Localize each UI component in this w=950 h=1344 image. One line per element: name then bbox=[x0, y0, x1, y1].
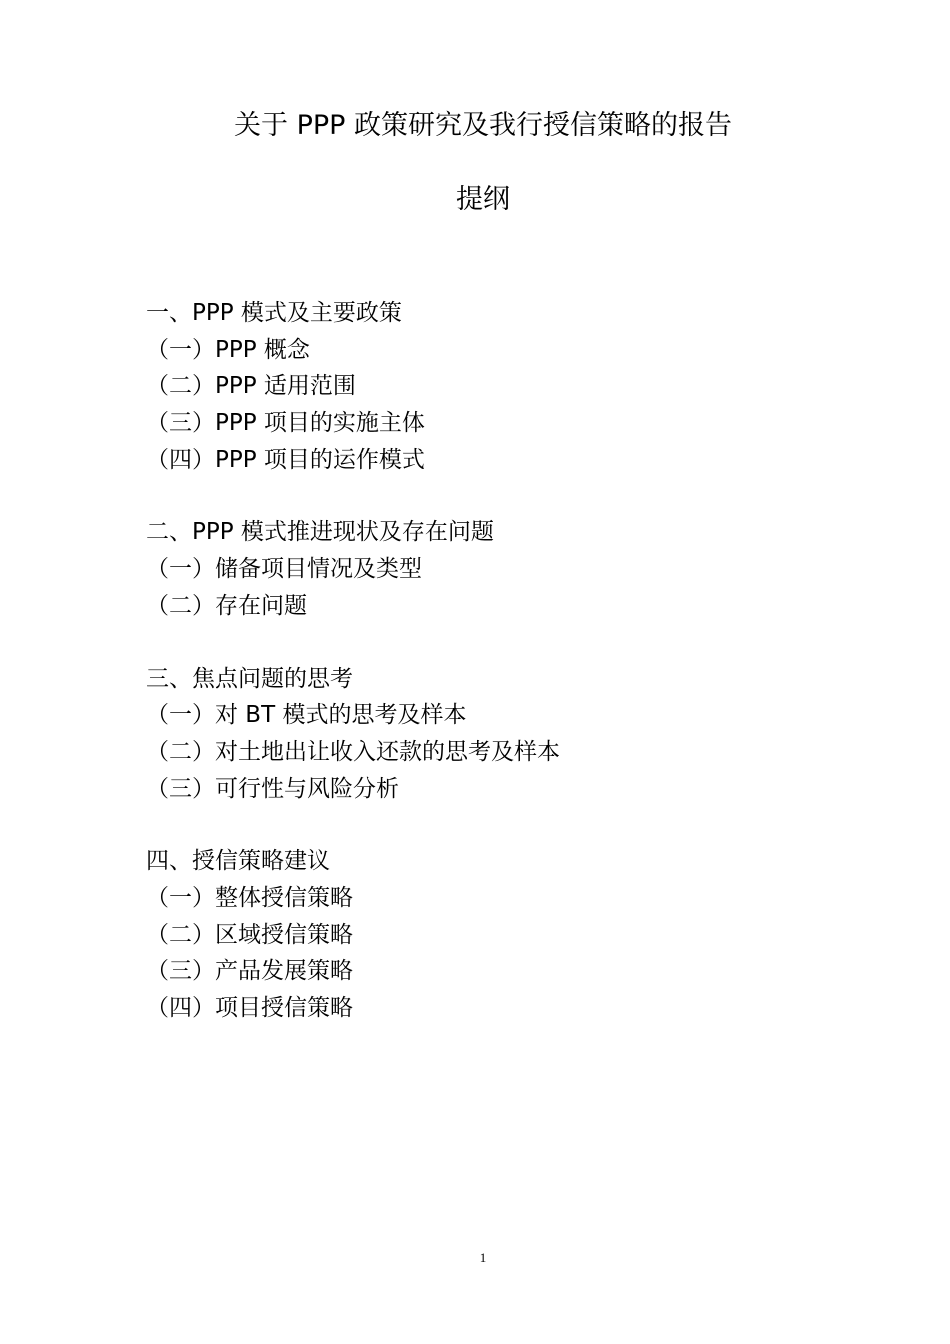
outline-section-2 bbox=[146, 514, 560, 624]
page-number: 1 bbox=[479, 1250, 487, 1265]
section-item: （一）对 BT 模式的思考及样本 bbox=[146, 702, 467, 729]
section-item: （二）区域授信策略 bbox=[146, 921, 353, 948]
section-item: （一）PPP 概念 bbox=[146, 336, 310, 363]
section-item: （三）可行性与风险分析 bbox=[146, 775, 399, 802]
section-item: （二）对土地出让收入还款的思考及样本 bbox=[146, 738, 560, 765]
section-item: （三）PPP 项目的实施主体 bbox=[146, 410, 425, 437]
section-heading: 四、授信策略建议 bbox=[146, 848, 330, 875]
section-item: （二）存在问题 bbox=[146, 592, 307, 619]
section-item: （一）整体授信策略 bbox=[146, 884, 353, 911]
section-item: （四）项目授信策略 bbox=[146, 995, 353, 1021]
document-title: 关于 PPP 政策研究及我行授信策略的报告 bbox=[233, 110, 732, 141]
section-heading: 二、PPP 模式推进现状及存在问题 bbox=[146, 519, 494, 546]
section-item: （二）PPP 适用范围 bbox=[146, 373, 356, 400]
document-subtitle: 提纲 bbox=[456, 184, 510, 215]
section-item: （四）PPP 项目的运作模式 bbox=[146, 446, 425, 473]
section-heading: 三、焦点问题的思考 bbox=[146, 665, 353, 692]
outline-section-4 bbox=[146, 843, 560, 1026]
outline-section-1 bbox=[146, 295, 560, 478]
outline-section-3 bbox=[146, 661, 560, 808]
section-item: （三）产品发展策略 bbox=[146, 958, 353, 985]
section-heading: 一、PPP 模式及主要政策 bbox=[146, 300, 402, 326]
section-item: （一）储备项目情况及类型 bbox=[146, 556, 422, 583]
outline bbox=[146, 295, 560, 1063]
